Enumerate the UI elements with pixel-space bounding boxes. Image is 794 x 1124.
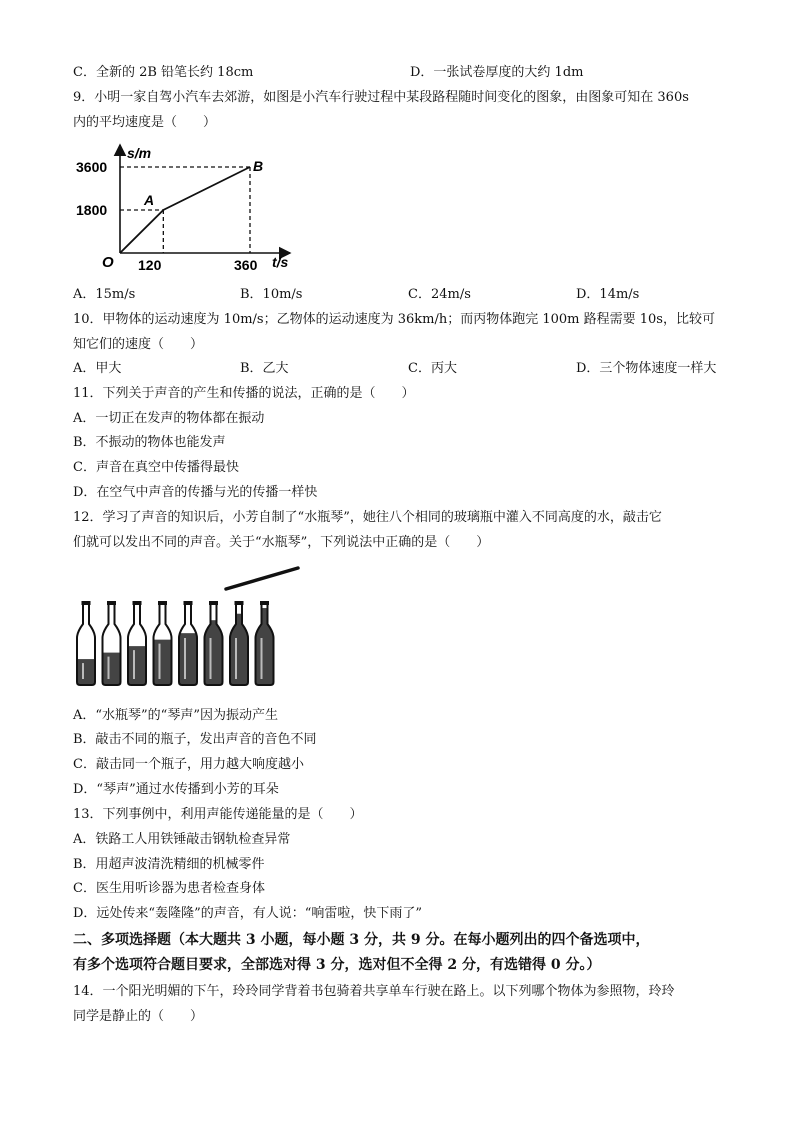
y-tick-3600: 3600 bbox=[76, 159, 108, 175]
q8-option-d: D．一张试卷厚度的大约 1dm bbox=[410, 65, 584, 80]
bottle bbox=[230, 601, 248, 685]
bottle-water bbox=[77, 659, 95, 685]
q13-option-b: B．用超声波清洗精细的机械零件 bbox=[73, 857, 265, 872]
q11-option-a: A．一切正在发声的物体都在振动 bbox=[73, 411, 265, 426]
section2-header-line1: 二、多项选择题（本大题共 3 小题，每小题 3 分，共 9 分。在每小题列出的四个备选项中， bbox=[73, 932, 650, 948]
q13-option-a: A．铁路工人用铁锤敲击钢轨检查异常 bbox=[73, 832, 291, 847]
bottle-lip bbox=[209, 601, 218, 605]
bottle-water bbox=[230, 614, 248, 685]
y-tick-1800: 1800 bbox=[76, 202, 108, 218]
bottle bbox=[77, 601, 95, 685]
bottle bbox=[128, 601, 146, 685]
bottle-water bbox=[179, 633, 197, 685]
bottle bbox=[103, 601, 121, 685]
x-tick-120: 120 bbox=[138, 257, 162, 273]
q12-stem-line2: 们就可以发出不同的声音。关于“水瓶琴”，下列说法中正确的是（ ） bbox=[73, 535, 490, 550]
q12-option-c: C．敲击同一个瓶子，用力越大响度越小 bbox=[73, 757, 304, 772]
q9-option-d: D．14m/s bbox=[576, 287, 640, 302]
q12-option-a: A．“水瓶琴”的“琴声”因为振动产生 bbox=[73, 708, 278, 723]
x-axis-label: t/s bbox=[272, 254, 289, 270]
bottle-water bbox=[103, 653, 121, 685]
bottle-lip bbox=[133, 601, 142, 605]
bottle-lip bbox=[82, 601, 91, 605]
q13-option-d: D．远处传来“轰隆隆”的声音，有人说：“响雷啦，快下雨了” bbox=[73, 906, 423, 921]
point-label-b: B bbox=[253, 158, 264, 174]
bottle-lip bbox=[158, 601, 167, 605]
origin-label: O bbox=[102, 254, 114, 271]
bottle-lip bbox=[235, 601, 244, 605]
bottle-lip bbox=[260, 601, 269, 605]
bottle-water bbox=[256, 608, 274, 685]
q10-stem-line1: 10．甲物体的运动速度为 10m/s；乙物体的运动速度为 36km/h；而丙物体跑完 100m 路程需要 10s，比较可 bbox=[73, 312, 715, 327]
bottle-lip bbox=[184, 601, 193, 605]
series-line bbox=[120, 167, 250, 253]
section2-header-line2: 有多个选项符合题目要求，全部选对得 3 分，选对但不全得 2 分，有选错得 0 分。） bbox=[73, 957, 601, 973]
q10-stem-line2: 知它们的速度（ ） bbox=[73, 337, 204, 352]
q9-st-graph bbox=[72, 143, 302, 273]
x-tick-360: 360 bbox=[234, 257, 258, 273]
bottle bbox=[256, 601, 274, 685]
q10-option-c: C．丙大 bbox=[408, 361, 457, 376]
bottle bbox=[179, 601, 197, 685]
bottle-water bbox=[128, 646, 146, 685]
mallet-stick bbox=[226, 568, 298, 589]
q9-option-a: A．15m/s bbox=[73, 287, 136, 302]
q14-stem-line2: 同学是静止的（ ） bbox=[73, 1009, 204, 1024]
q11-stem: 11．下列关于声音的产生和传播的说法，正确的是（ ） bbox=[73, 386, 415, 401]
q10-option-b: B．乙大 bbox=[240, 361, 289, 376]
q9-option-c: C．24m/s bbox=[408, 287, 471, 302]
q11-option-d: D．在空气中声音的传播与光的传播一样快 bbox=[73, 485, 318, 500]
q9-stem-line1: 9．小明一家自驾小汽车去郊游，如图是小汽车行驶过程中某段路程随时间变化的图象，由图象可知在 360s bbox=[73, 90, 689, 105]
q13-stem: 13．下列事例中，利用声能传递能量的是（ ） bbox=[73, 807, 363, 822]
q10-option-d: D．三个物体速度一样大 bbox=[576, 361, 717, 376]
q14-stem-line1: 14．一个阳光明媚的下午，玲玲同学背着书包骑着共享单车行驶在路上。以下列哪个物体为参照物，玲玲 bbox=[73, 984, 675, 999]
q8-option-c: C．全新的 2B 铅笔长约 18cm bbox=[73, 65, 254, 80]
q9-stem-line2: 内的平均速度是（ ） bbox=[73, 115, 217, 130]
bottle bbox=[205, 601, 223, 685]
bottle bbox=[154, 601, 172, 685]
q12-stem-line1: 12．学习了声音的知识后，小芳自制了“水瓶琴”，她往八个相同的玻璃瓶中灌入不同高度的水，敲击它 bbox=[73, 510, 662, 525]
q13-option-c: C．医生用听诊器为患者检查身体 bbox=[73, 881, 265, 896]
y-axis-label: s/m bbox=[127, 145, 152, 161]
q10-option-a: A．甲大 bbox=[73, 361, 122, 376]
q11-option-b: B．不振动的物体也能发声 bbox=[73, 435, 226, 450]
q12-option-b: B．敲击不同的瓶子，发出声音的音色不同 bbox=[73, 732, 317, 747]
q11-option-c: C．声音在真空中传播得最快 bbox=[73, 460, 239, 475]
bottle-lip bbox=[107, 601, 116, 605]
q9-option-b: B．10m/s bbox=[240, 287, 303, 302]
bottle-water bbox=[154, 640, 172, 685]
water-bottles-illustration bbox=[72, 560, 302, 690]
point-label-a: A bbox=[144, 192, 155, 208]
q12-option-d: D．“琴声”通过水传播到小芳的耳朵 bbox=[73, 782, 279, 797]
